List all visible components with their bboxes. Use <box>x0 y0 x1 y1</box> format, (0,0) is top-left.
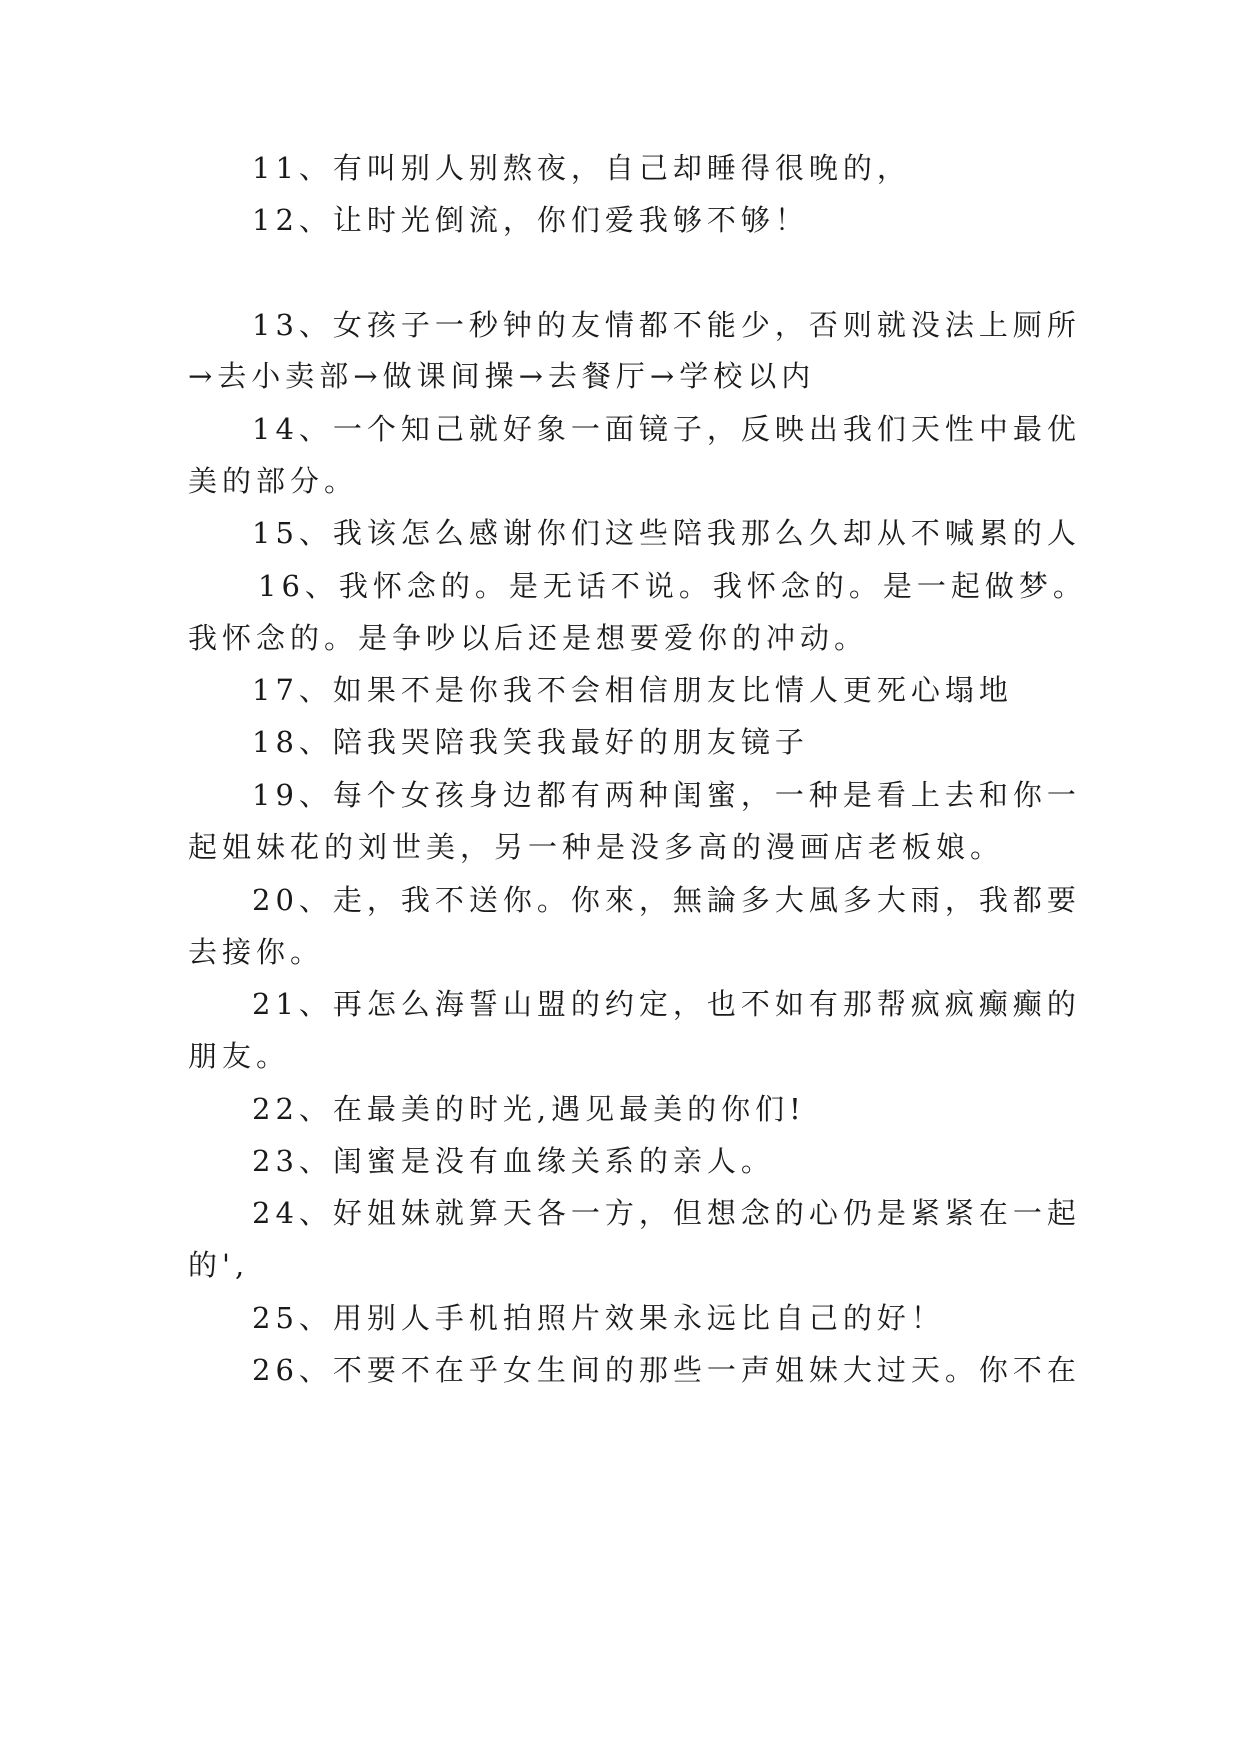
text-line: 21、再怎么海誓山盟的约定，也不如有那帮疯疯癫癫的 <box>252 987 1081 1021</box>
text-line: 20、走，我不送你。你來，無論多大風多大雨，我都要 <box>252 883 1081 917</box>
text-line: →去小卖部→做课间操→去餐厅→学校以内 <box>188 359 816 393</box>
text-line: 18、陪我哭陪我笑我最好的朋友镜子 <box>252 725 809 759</box>
text-line: 美的部分。 <box>188 464 359 498</box>
text-line: 的', <box>188 1248 250 1282</box>
text-line: 11、有叫别人别熬夜，自己却睡得很晚的， <box>252 151 911 185</box>
text-line: 12、让时光倒流，你们爱我够不够！ <box>252 203 809 237</box>
text-line: 25、用别人手机拍照片效果永远比自己的好！ <box>252 1301 945 1335</box>
text-line: 24、好姐妹就算天各一方，但想念的心仍是紧紧在一起 <box>252 1196 1081 1230</box>
text-line: 19、每个女孩身边都有两种闺蜜，一种是看上去和你一 <box>252 778 1081 812</box>
text-line: 14、一个知己就好象一面镜子，反映出我们天性中最优 <box>252 412 1081 446</box>
text-line: 16、我怀念的。是无话不说。我怀念的。是一起做梦。 <box>258 569 1087 603</box>
text-line: 26、不要不在乎女生间的那些一声姐妹大过天。你不在 <box>252 1353 1081 1387</box>
text-line: 去接你。 <box>188 935 325 969</box>
text-line: 13、女孩子一秒钟的友情都不能少，否则就没法上厕所 <box>252 308 1081 342</box>
text-line: 23、闺蜜是没有血缘关系的亲人。 <box>252 1144 775 1178</box>
text-line: 朋友。 <box>188 1039 291 1073</box>
text-line: 15、我该怎么感谢你们这些陪我那么久却从不喊累的人 <box>252 516 1081 550</box>
text-line: 22、在最美的时光,遇见最美的你们! <box>252 1092 806 1126</box>
text-line: 17、如果不是你我不会相信朋友比情人更死心塌地 <box>252 673 1013 707</box>
text-line: 我怀念的。是争吵以后还是想要爱你的冲动。 <box>188 621 869 655</box>
text-line: 起姐妹花的刘世美，另一种是没多高的漫画店老板娘。 <box>188 830 1005 864</box>
